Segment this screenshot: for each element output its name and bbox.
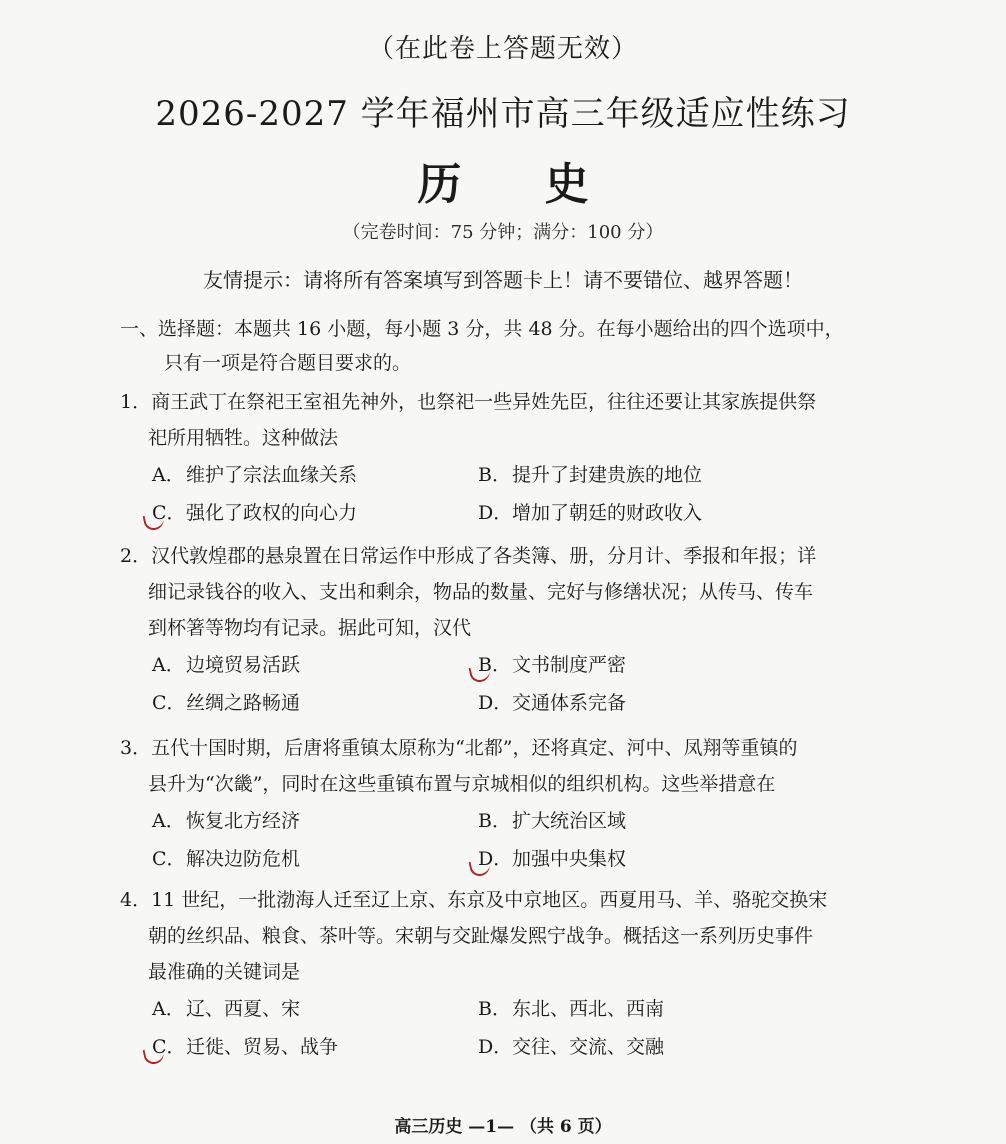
question-stem-line: 1．商王武丁在祭祀王室祖先神外，也祭祀一些异姓先臣，往往还要让其家族提供祭	[120, 391, 817, 413]
option-row	[120, 646, 880, 684]
option-b	[478, 990, 664, 1028]
option-text: 强化了政权的向心力	[186, 502, 358, 524]
section-heading-line: 只有一项是符合题目要求的。	[164, 352, 412, 374]
section-heading	[120, 312, 880, 380]
question-stem-line: 3．五代十国时期，后唐将重镇太原称为“北都”，还将真定、河中、凤翔等重镇的	[120, 737, 798, 759]
option-c	[152, 684, 300, 722]
option-text: 东北、西北、西南	[512, 998, 665, 1020]
answer-check-mark-icon	[143, 512, 166, 532]
option-c	[152, 840, 300, 878]
answer-check-mark-icon	[469, 664, 492, 684]
option-row	[120, 802, 880, 840]
question-stem-line: 祀所用牺牲。这种做法	[148, 427, 339, 449]
question-stem-line: 2．汉代敦煌郡的悬泉置在日常运作中形成了各类簿、册，分月计、季报和年报；详	[120, 545, 817, 567]
option-row	[120, 494, 880, 532]
question-stem-line: 朝的丝织品、粮食、茶叶等。宋朝与交趾爆发熙宁战争。概括这一系列历史事件	[148, 925, 814, 947]
option-b	[478, 456, 702, 494]
option-text: 加强中央集权	[512, 848, 627, 870]
option-letter: C．	[152, 692, 186, 714]
option-c	[152, 1028, 338, 1066]
option-letter: B．	[478, 998, 511, 1020]
exam-title: 2026-2027 学年福州市高三年级适应性练习	[155, 94, 851, 134]
invalid-answer-notice: （在此卷上答题无效）	[367, 34, 638, 64]
option-letter: D．	[478, 840, 512, 878]
option-text: 丝绸之路畅通	[186, 692, 301, 714]
option-text: 辽、西夏、宋	[186, 998, 301, 1020]
option-letter: B．	[478, 646, 512, 684]
option-letter: B．	[478, 464, 511, 486]
option-text: 提升了封建贵族的地位	[512, 464, 703, 486]
option-row	[120, 684, 880, 722]
option-letter: A．	[152, 464, 185, 486]
question-4	[120, 882, 880, 1066]
option-text: 交往、交流、交融	[512, 1036, 665, 1058]
option-b	[478, 802, 626, 840]
question-2	[120, 538, 880, 722]
option-text: 文书制度严密	[512, 654, 627, 676]
question-stem-line: 4．11 世纪，一批渤海人迁至辽上京、东京及中京地区。西夏用马、羊、骆驼交换宋	[120, 889, 828, 911]
option-a	[152, 646, 300, 684]
option-text: 交通体系完备	[512, 692, 627, 714]
option-row	[120, 1028, 880, 1066]
option-text: 维护了宗法血缘关系	[186, 464, 358, 486]
option-letter: C．	[152, 494, 186, 532]
option-letter: D．	[478, 502, 513, 524]
option-letter: A．	[152, 998, 185, 1020]
option-d	[478, 840, 626, 878]
option-letter: A．	[152, 810, 185, 832]
option-letter: D．	[478, 1036, 513, 1058]
option-text: 扩大统治区域	[512, 810, 627, 832]
option-b	[478, 646, 626, 684]
option-text: 边境贸易活跃	[186, 654, 301, 676]
question-stem-line: 县升为“次畿”，同时在这些重镇布置与京城相似的组织机构。这些举措意在	[148, 773, 776, 795]
question-stem-line: 最准确的关键词是	[148, 961, 301, 983]
question-stem-line: 到杯箸等物均有记录。据此可知，汉代	[148, 617, 472, 639]
option-row	[120, 456, 880, 494]
option-letter: A．	[152, 654, 185, 676]
option-letter: D．	[478, 692, 513, 714]
page-footer: 高三历史 —1— （共 6 页）	[394, 1117, 612, 1137]
option-text: 恢复北方经济	[186, 810, 301, 832]
answer-check-mark-icon	[469, 858, 492, 878]
option-a	[152, 456, 357, 494]
subject-title: 历 史	[417, 159, 623, 210]
option-text: 解决边防危机	[186, 848, 301, 870]
question-1	[120, 384, 880, 532]
option-a	[152, 802, 300, 840]
option-row	[120, 840, 880, 878]
section-heading-line: 一、选择题：本题共 16 小题，每小题 3 分，共 48 分。在每小题给出的四个选项中，	[120, 318, 844, 340]
friendly-reminder: 友情提示：请将所有答案填写到答题卡上！请不要错位、越界答题！	[203, 268, 803, 292]
option-row	[120, 990, 880, 1028]
option-d	[478, 684, 626, 722]
option-letter: B．	[478, 810, 511, 832]
answer-check-mark-icon	[143, 1046, 166, 1066]
time-score-info: （完卷时间：75 分钟；满分：100 分）	[342, 222, 664, 243]
option-letter: C．	[152, 848, 186, 870]
option-c	[152, 494, 357, 532]
option-d	[478, 494, 702, 532]
option-text: 迁徙、贸易、战争	[186, 1036, 339, 1058]
question-3	[120, 730, 880, 878]
option-d	[478, 1028, 664, 1066]
option-letter: C．	[152, 1028, 186, 1066]
option-text: 增加了朝廷的财政收入	[512, 502, 703, 524]
question-stem-line: 细记录钱谷的收入、支出和剩余，物品的数量、完好与修缮状况；从传马、传车	[148, 581, 814, 603]
option-a	[152, 990, 300, 1028]
